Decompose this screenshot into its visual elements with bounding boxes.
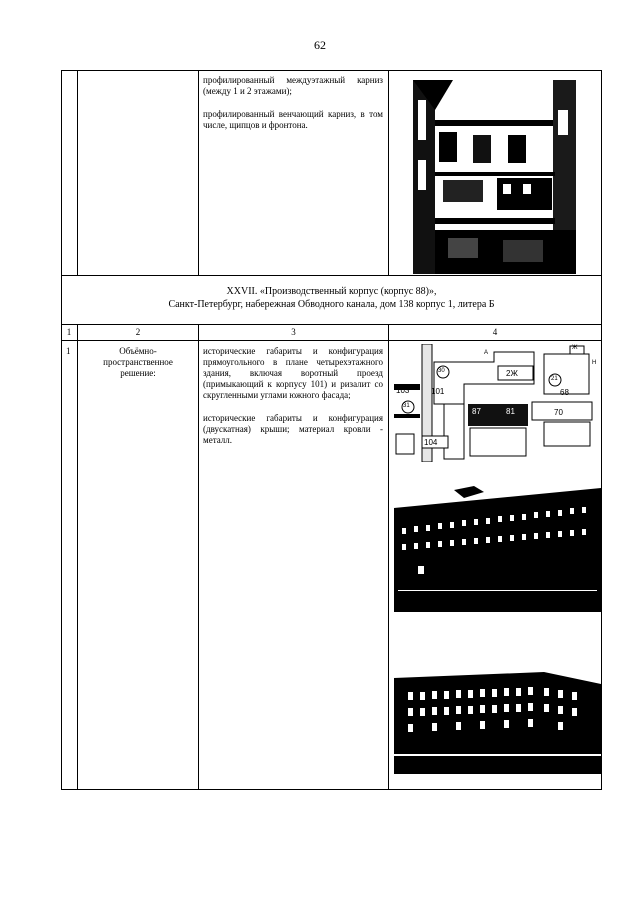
plan-label: 68 [560,388,569,397]
table-border-top [61,70,602,71]
divider-top-col1 [77,70,78,276]
plan-label: Ж [572,345,578,351]
section-heading [61,285,602,311]
table-border-bottom [61,789,602,790]
top-block-paragraph: профилированный венчающий карниз, в том числе, щипцов и фронтона. [203,109,383,130]
table-border-left [61,70,62,790]
table-border-right [601,70,602,790]
site-plan-map [394,344,600,462]
building-photo-1 [394,480,601,612]
row-paragraph: исторические габариты и конфигурация (двускатная) крыши; материал кровли - металл. [203,413,383,445]
column-number: 2 [135,327,141,337]
plan-label: 30 [438,368,445,374]
plan-label: 2Ж [506,369,518,378]
plan-label: 21 [551,376,558,382]
plan-label: Н [592,360,597,366]
plan-label: 103 [396,386,410,395]
plan-label: 104 [424,438,438,447]
column-number: 4 [492,327,498,337]
divider-column-numbers [61,340,602,341]
row-paragraph: исторические габариты и конфигурация прямоугольного в плане четырехэтажного здания, включая воротный проезд (примыкающий к корпусу 101) и ризалит со скругленными углами южного фасада; [203,346,383,400]
column-number: 1 [66,327,72,337]
top-block-paragraph: профилированный междуэтажный карниз (между 1 и 2 этажами); [203,75,383,96]
plan-label: 31 [403,403,410,409]
divider-top-col2 [198,70,199,276]
row-number: 1 [66,346,71,356]
divider-section-bottom [61,324,602,325]
building-photo-2 [394,662,601,774]
plan-label: 70 [554,408,563,417]
divider-col1 [77,324,78,790]
plan-label: 101 [431,387,445,396]
section-address: Санкт-Петербург, набережная Обводного канала, дом 138 корпус 1, литера Б [168,299,495,310]
divider-col3 [388,324,389,790]
plan-label: 87 [472,407,481,416]
plan-label: 81 [506,407,515,416]
top-block-text [203,75,383,131]
divider-section-top [61,275,602,276]
protection-table [61,70,602,790]
section-title: XXVII. «Производственный корпус (корпус 88)», [226,286,437,297]
plan-label: А [484,350,489,356]
facade-cornice-photo [413,80,576,274]
column-number: 3 [291,327,296,337]
row-description [203,346,383,446]
page-number: 62 [314,38,326,52]
divider-col2 [198,324,199,790]
divider-top-col3 [388,70,389,276]
element-name: Объёмно-пространственное решение: [103,346,173,378]
